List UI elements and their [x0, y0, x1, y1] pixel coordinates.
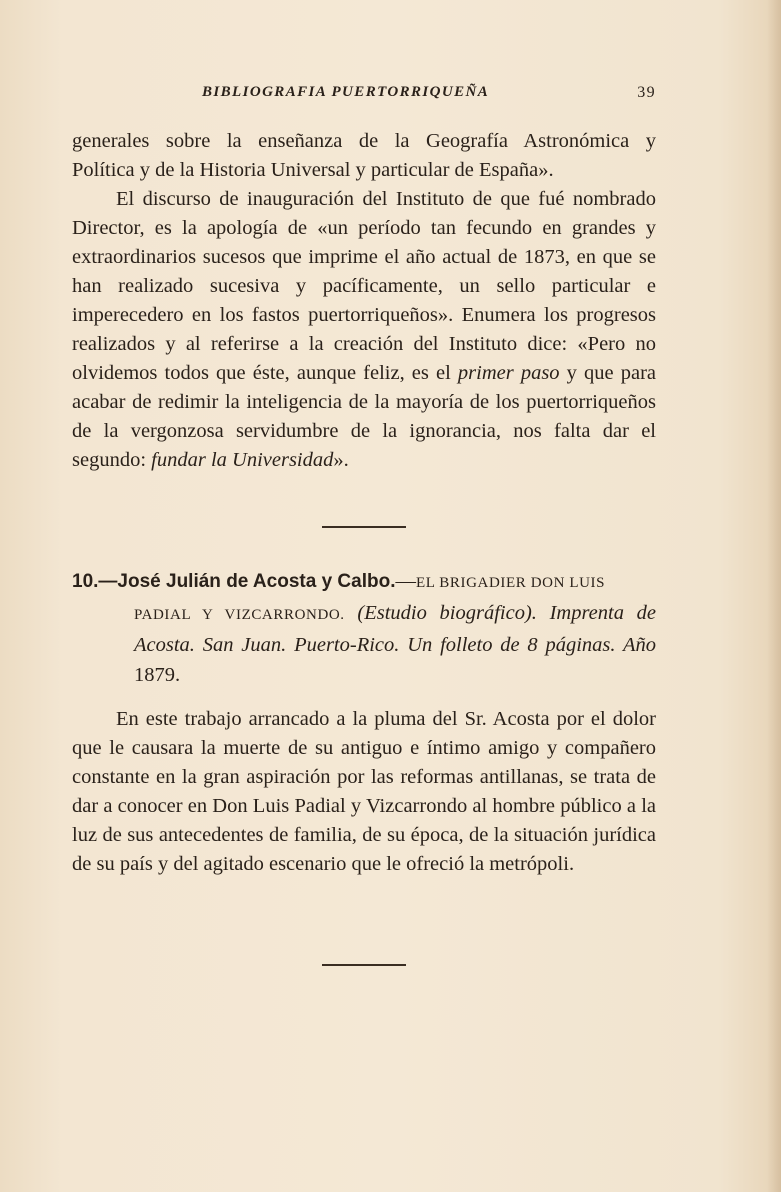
paragraph-line: Política y de la Historia Universal y particular de España».: [72, 159, 554, 181]
paragraph-discourse: [72, 185, 656, 475]
italic-phrase: primer paso: [457, 362, 560, 384]
entry-year: 1879.: [134, 664, 181, 686]
entry-heading-line: [72, 566, 656, 598]
entry-number: 10.—: [72, 571, 118, 592]
paragraph-text: En este trabajo arrancado a la pluma del Sr. Acosta por el dolor que le causara la muerte de su antiguo e íntimo amigo y compañero constante en la gran aspiración por las reformas antillanas, se trata de dar a conocer en Don Luis Padial y Vizcarrondo al hombre público a la luz de sus antecedentes de familia, de su época, de la situación jurídica de su país y del agitado escenario que le ofreció la metrópoli.: [72, 708, 656, 875]
page-number: 39: [637, 84, 656, 101]
entry-dash: —: [395, 570, 416, 592]
entry-author: José Julián de Acosta y Calbo.: [117, 571, 396, 592]
paragraph-continued: [72, 127, 656, 185]
entry-title: PADIAL Y VIZCARRONDO.: [134, 607, 345, 623]
bibliography-entry: [72, 566, 656, 690]
section-divider: [322, 526, 406, 528]
entry-title: EL BRIGADIER DON LUIS: [415, 575, 606, 591]
entry-continuation: [72, 598, 656, 690]
paragraph-text: y que para acabar de redimir la inteligencia de la mayoría de los puertorriqueños de la vergonzosa servidumbre de la ignorancia, nos falta dar el segundo:: [72, 362, 656, 471]
paragraph-line: generales sobre la enseñanza de la Geografía Astronómica y: [72, 130, 656, 152]
section-divider: [322, 964, 406, 966]
italic-phrase: fundar la Universidad: [151, 449, 334, 471]
paragraph-summary: [72, 705, 656, 879]
entry-details: (Estudio biográfico). Imprenta de Acosta. San Juan. Puerto-Rico. Un folleto de 8 páginas. Año: [134, 602, 657, 656]
paragraph-text: El discurso de inauguración del Instituto de que fué nombrado Director, es la apología de «un período tan fecundo en grandes y extraordinarios sucesos que imprime el año actual de 1873, en que se han realizado sucesiva y pacíficamente, un sello particular e imperecedero en los fastos puertorriqueños». Enumera los progresos realizados y al referirse a la creación del Instituto dice: «Pero no olvidemos todos que éste, aunque feliz, es el: [72, 188, 656, 384]
paragraph-text: ».: [333, 449, 349, 471]
running-title: BIBLIOGRAFIA PUERTORRIQUEÑA: [202, 84, 490, 100]
running-head: [72, 84, 656, 108]
